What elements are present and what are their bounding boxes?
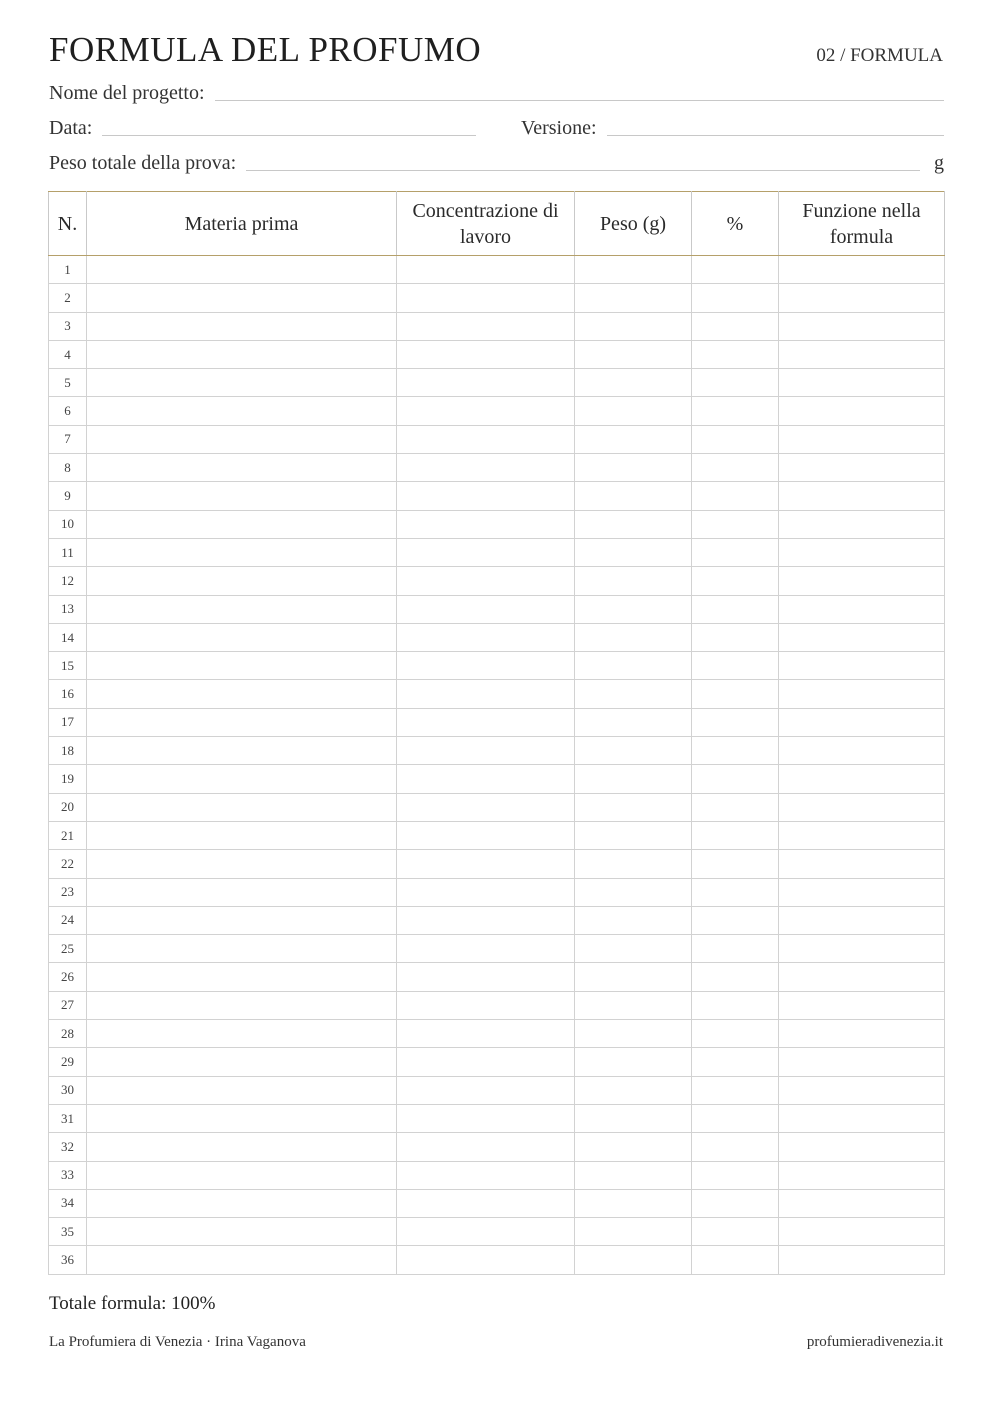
raw-material-cell[interactable] [87, 935, 397, 963]
row-number: 3 [49, 312, 87, 340]
col-header-raw-material: Materia prima [87, 192, 397, 256]
function-cell[interactable] [779, 991, 945, 1019]
percent-cell[interactable] [692, 595, 779, 623]
percent-cell[interactable] [692, 878, 779, 906]
table-row [49, 1133, 945, 1161]
weight-cell[interactable] [575, 1076, 692, 1104]
function-cell[interactable] [779, 878, 945, 906]
formula-table [48, 191, 945, 1275]
raw-material-cell[interactable] [87, 425, 397, 453]
row-number: 14 [49, 623, 87, 651]
concentration-cell[interactable] [397, 567, 575, 595]
project-name-line[interactable] [215, 100, 944, 101]
table-row [49, 284, 945, 312]
concentration-cell[interactable] [397, 256, 575, 284]
raw-material-cell[interactable] [87, 1133, 397, 1161]
row-number: 2 [49, 284, 87, 312]
weight-cell[interactable] [575, 595, 692, 623]
percent-cell[interactable] [692, 1189, 779, 1217]
raw-material-cell[interactable] [87, 340, 397, 368]
table-row [49, 595, 945, 623]
percent-cell[interactable] [692, 284, 779, 312]
row-number: 20 [49, 793, 87, 821]
percent-cell[interactable] [692, 340, 779, 368]
weight-cell[interactable] [575, 1161, 692, 1189]
weight-cell[interactable] [575, 1189, 692, 1217]
table-row [49, 963, 945, 991]
total-weight-field [49, 152, 944, 175]
concentration-cell[interactable] [397, 878, 575, 906]
function-cell[interactable] [779, 737, 945, 765]
weight-cell[interactable] [575, 1246, 692, 1274]
row-number: 7 [49, 425, 87, 453]
concentration-cell[interactable] [397, 369, 575, 397]
version-field [521, 117, 944, 140]
percent-cell[interactable] [692, 850, 779, 878]
table-row [49, 1218, 945, 1246]
raw-material-cell[interactable] [87, 906, 397, 934]
concentration-cell[interactable] [397, 340, 575, 368]
percent-cell[interactable] [692, 680, 779, 708]
table-row [49, 850, 945, 878]
function-cell[interactable] [779, 935, 945, 963]
row-number: 31 [49, 1104, 87, 1132]
table-row [49, 538, 945, 566]
weight-cell[interactable] [575, 878, 692, 906]
weight-cell[interactable] [575, 510, 692, 538]
table-row [49, 567, 945, 595]
table-row [49, 623, 945, 651]
table-row [49, 369, 945, 397]
version-label: Versione: [521, 117, 597, 139]
row-number: 33 [49, 1161, 87, 1189]
table-row [49, 991, 945, 1019]
percent-cell[interactable] [692, 454, 779, 482]
weight-cell[interactable] [575, 680, 692, 708]
raw-material-cell[interactable] [87, 1020, 397, 1048]
concentration-cell[interactable] [397, 737, 575, 765]
row-number: 21 [49, 821, 87, 849]
row-number: 6 [49, 397, 87, 425]
percent-cell[interactable] [692, 1076, 779, 1104]
weight-cell[interactable] [575, 312, 692, 340]
row-number: 30 [49, 1076, 87, 1104]
percent-cell[interactable] [692, 1246, 779, 1274]
raw-material-cell[interactable] [87, 1246, 397, 1274]
table-row [49, 652, 945, 680]
percent-cell[interactable] [692, 482, 779, 510]
page-code: 02 / FORMULA [816, 45, 943, 66]
row-number: 22 [49, 850, 87, 878]
table-row [49, 340, 945, 368]
concentration-cell[interactable] [397, 1246, 575, 1274]
function-cell[interactable] [779, 963, 945, 991]
percent-cell[interactable] [692, 567, 779, 595]
raw-material-cell[interactable] [87, 1189, 397, 1217]
concentration-cell[interactable] [397, 793, 575, 821]
row-number: 13 [49, 595, 87, 623]
col-header-number: N. [49, 192, 87, 256]
percent-cell[interactable] [692, 906, 779, 934]
total-weight-line[interactable] [246, 170, 920, 171]
concentration-cell[interactable] [397, 538, 575, 566]
table-row [49, 425, 945, 453]
percent-cell[interactable] [692, 1048, 779, 1076]
raw-material-cell[interactable] [87, 963, 397, 991]
function-cell[interactable] [779, 821, 945, 849]
percent-cell[interactable] [692, 1133, 779, 1161]
function-cell[interactable] [779, 538, 945, 566]
weight-cell[interactable] [575, 821, 692, 849]
concentration-cell[interactable] [397, 1218, 575, 1246]
weight-cell[interactable] [575, 1104, 692, 1132]
table-row [49, 312, 945, 340]
percent-cell[interactable] [692, 1020, 779, 1048]
col-header-percent: % [692, 192, 779, 256]
raw-material-cell[interactable] [87, 821, 397, 849]
function-cell[interactable] [779, 1161, 945, 1189]
function-cell[interactable] [779, 623, 945, 651]
function-cell[interactable] [779, 906, 945, 934]
percent-cell[interactable] [692, 312, 779, 340]
function-cell[interactable] [779, 1246, 945, 1274]
row-number: 11 [49, 538, 87, 566]
row-number: 10 [49, 510, 87, 538]
percent-cell[interactable] [692, 1104, 779, 1132]
function-cell[interactable] [779, 765, 945, 793]
concentration-cell[interactable] [397, 1133, 575, 1161]
row-number: 35 [49, 1218, 87, 1246]
date-label: Data: [49, 117, 93, 139]
raw-material-cell[interactable] [87, 737, 397, 765]
weight-cell[interactable] [575, 935, 692, 963]
concentration-cell[interactable] [397, 1161, 575, 1189]
col-header-concentration: Concentrazione di lavoro [397, 192, 575, 256]
row-number: 16 [49, 680, 87, 708]
function-cell[interactable] [779, 567, 945, 595]
weight-cell[interactable] [575, 737, 692, 765]
percent-cell[interactable] [692, 793, 779, 821]
concentration-cell[interactable] [397, 1020, 575, 1048]
row-number: 17 [49, 708, 87, 736]
concentration-cell[interactable] [397, 765, 575, 793]
table-row [49, 510, 945, 538]
raw-material-cell[interactable] [87, 397, 397, 425]
function-cell[interactable] [779, 708, 945, 736]
weight-cell[interactable] [575, 623, 692, 651]
weight-cell[interactable] [575, 1048, 692, 1076]
concentration-cell[interactable] [397, 425, 575, 453]
row-number: 25 [49, 935, 87, 963]
concentration-cell[interactable] [397, 595, 575, 623]
concentration-cell[interactable] [397, 454, 575, 482]
table-row [49, 1076, 945, 1104]
function-cell[interactable] [779, 1048, 945, 1076]
row-number: 24 [49, 906, 87, 934]
row-number: 12 [49, 567, 87, 595]
table-row [49, 454, 945, 482]
table-row [49, 708, 945, 736]
weight-cell[interactable] [575, 1218, 692, 1246]
weight-cell[interactable] [575, 850, 692, 878]
weight-cell[interactable] [575, 538, 692, 566]
row-number: 5 [49, 369, 87, 397]
raw-material-cell[interactable] [87, 567, 397, 595]
weight-cell[interactable] [575, 991, 692, 1019]
concentration-cell[interactable] [397, 1189, 575, 1217]
percent-cell[interactable] [692, 963, 779, 991]
table-row [49, 935, 945, 963]
raw-material-cell[interactable] [87, 1104, 397, 1132]
function-cell[interactable] [779, 256, 945, 284]
weight-cell[interactable] [575, 1020, 692, 1048]
concentration-cell[interactable] [397, 284, 575, 312]
function-cell[interactable] [779, 1189, 945, 1217]
row-number: 34 [49, 1189, 87, 1217]
percent-cell[interactable] [692, 737, 779, 765]
percent-cell[interactable] [692, 369, 779, 397]
footer-website: profumieradivenezia.it [806, 1334, 943, 1350]
concentration-cell[interactable] [397, 482, 575, 510]
function-cell[interactable] [779, 284, 945, 312]
function-cell[interactable] [779, 369, 945, 397]
weight-cell[interactable] [575, 369, 692, 397]
weight-cell[interactable] [575, 284, 692, 312]
concentration-cell[interactable] [397, 1104, 575, 1132]
project-name-field [49, 82, 944, 105]
weight-cell[interactable] [575, 454, 692, 482]
table-row [49, 737, 945, 765]
function-cell[interactable] [779, 454, 945, 482]
function-cell[interactable] [779, 1218, 945, 1246]
project-name-label: Nome del progetto: [49, 82, 205, 104]
raw-material-cell[interactable] [87, 595, 397, 623]
function-cell[interactable] [779, 510, 945, 538]
row-number: 8 [49, 454, 87, 482]
function-cell[interactable] [779, 850, 945, 878]
concentration-cell[interactable] [397, 652, 575, 680]
row-number: 19 [49, 765, 87, 793]
percent-cell[interactable] [692, 623, 779, 651]
row-number: 32 [49, 1133, 87, 1161]
raw-material-cell[interactable] [87, 850, 397, 878]
function-cell[interactable] [779, 652, 945, 680]
raw-material-cell[interactable] [87, 680, 397, 708]
table-row [49, 906, 945, 934]
table-row [49, 878, 945, 906]
function-cell[interactable] [779, 312, 945, 340]
table-row [49, 397, 945, 425]
raw-material-cell[interactable] [87, 284, 397, 312]
raw-material-cell[interactable] [87, 538, 397, 566]
raw-material-cell[interactable] [87, 256, 397, 284]
table-row [49, 1104, 945, 1132]
weight-cell[interactable] [575, 397, 692, 425]
row-number: 23 [49, 878, 87, 906]
page-title: FORMULA DEL PROFUMO [49, 30, 482, 69]
weight-cell[interactable] [575, 708, 692, 736]
percent-cell[interactable] [692, 425, 779, 453]
concentration-cell[interactable] [397, 312, 575, 340]
weight-cell[interactable] [575, 652, 692, 680]
raw-material-cell[interactable] [87, 1048, 397, 1076]
concentration-cell[interactable] [397, 991, 575, 1019]
table-row [49, 793, 945, 821]
percent-cell[interactable] [692, 538, 779, 566]
row-number: 1 [49, 256, 87, 284]
concentration-cell[interactable] [397, 680, 575, 708]
function-cell[interactable] [779, 340, 945, 368]
row-number: 18 [49, 737, 87, 765]
weight-cell[interactable] [575, 482, 692, 510]
percent-cell[interactable] [692, 935, 779, 963]
date-line[interactable] [102, 135, 476, 136]
weight-cell[interactable] [575, 906, 692, 934]
raw-material-cell[interactable] [87, 878, 397, 906]
function-cell[interactable] [779, 1020, 945, 1048]
concentration-cell[interactable] [397, 708, 575, 736]
row-number: 36 [49, 1246, 87, 1274]
percent-cell[interactable] [692, 1161, 779, 1189]
table-row [49, 1246, 945, 1274]
weight-unit: g [934, 152, 944, 174]
concentration-cell[interactable] [397, 935, 575, 963]
percent-cell[interactable] [692, 652, 779, 680]
concentration-cell[interactable] [397, 963, 575, 991]
table-row [49, 680, 945, 708]
concentration-cell[interactable] [397, 1076, 575, 1104]
percent-cell[interactable] [692, 1218, 779, 1246]
percent-cell[interactable] [692, 708, 779, 736]
weight-cell[interactable] [575, 1133, 692, 1161]
percent-cell[interactable] [692, 256, 779, 284]
weight-cell[interactable] [575, 256, 692, 284]
percent-cell[interactable] [692, 991, 779, 1019]
total-weight-label: Peso totale della prova: [49, 152, 237, 174]
table-header-row [49, 192, 945, 256]
weight-cell[interactable] [575, 425, 692, 453]
table-row [49, 821, 945, 849]
raw-material-cell[interactable] [87, 623, 397, 651]
row-number: 9 [49, 482, 87, 510]
function-cell[interactable] [779, 595, 945, 623]
concentration-cell[interactable] [397, 850, 575, 878]
raw-material-cell[interactable] [87, 369, 397, 397]
function-cell[interactable] [779, 1076, 945, 1104]
percent-cell[interactable] [692, 821, 779, 849]
weight-cell[interactable] [575, 963, 692, 991]
table-row [49, 1161, 945, 1189]
weight-cell[interactable] [575, 567, 692, 595]
weight-cell[interactable] [575, 793, 692, 821]
table-body [49, 256, 945, 1275]
function-cell[interactable] [779, 1104, 945, 1132]
concentration-cell[interactable] [397, 1048, 575, 1076]
row-number: 29 [49, 1048, 87, 1076]
concentration-cell[interactable] [397, 397, 575, 425]
function-cell[interactable] [779, 482, 945, 510]
raw-material-cell[interactable] [87, 1076, 397, 1104]
version-line[interactable] [607, 135, 944, 136]
raw-material-cell[interactable] [87, 510, 397, 538]
raw-material-cell[interactable] [87, 652, 397, 680]
function-cell[interactable] [779, 680, 945, 708]
footer-author: La Profumiera di Venezia · Irina Vaganova [49, 1334, 306, 1350]
function-cell[interactable] [779, 397, 945, 425]
raw-material-cell[interactable] [87, 454, 397, 482]
table-row [49, 1020, 945, 1048]
table-row [49, 765, 945, 793]
weight-cell[interactable] [575, 765, 692, 793]
col-header-function: Funzione nella formula [779, 192, 945, 256]
raw-material-cell[interactable] [87, 312, 397, 340]
row-number: 28 [49, 1020, 87, 1048]
function-cell[interactable] [779, 793, 945, 821]
concentration-cell[interactable] [397, 510, 575, 538]
percent-cell[interactable] [692, 510, 779, 538]
weight-cell[interactable] [575, 340, 692, 368]
percent-cell[interactable] [692, 765, 779, 793]
table-row [49, 482, 945, 510]
table-row [49, 1189, 945, 1217]
formula-total: Totale formula: 100% [49, 1293, 216, 1314]
function-cell[interactable] [779, 425, 945, 453]
row-number: 26 [49, 963, 87, 991]
raw-material-cell[interactable] [87, 1218, 397, 1246]
concentration-cell[interactable] [397, 906, 575, 934]
raw-material-cell[interactable] [87, 482, 397, 510]
table-row [49, 1048, 945, 1076]
col-header-weight: Peso (g) [575, 192, 692, 256]
raw-material-cell[interactable] [87, 793, 397, 821]
row-number: 4 [49, 340, 87, 368]
raw-material-cell[interactable] [87, 1161, 397, 1189]
raw-material-cell[interactable] [87, 991, 397, 1019]
concentration-cell[interactable] [397, 821, 575, 849]
raw-material-cell[interactable] [87, 708, 397, 736]
function-cell[interactable] [779, 1133, 945, 1161]
concentration-cell[interactable] [397, 623, 575, 651]
raw-material-cell[interactable] [87, 765, 397, 793]
row-number: 15 [49, 652, 87, 680]
row-number: 27 [49, 991, 87, 1019]
percent-cell[interactable] [692, 397, 779, 425]
date-field [49, 117, 476, 140]
table-row [49, 256, 945, 284]
